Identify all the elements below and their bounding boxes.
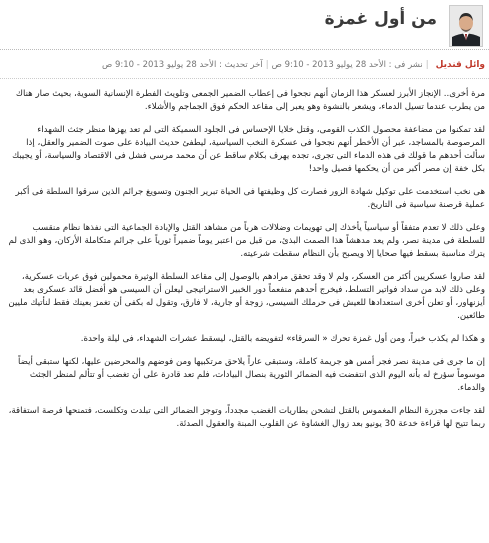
updated-date: آخر تحديث : الأحد 28 يوليو 2013 - 9:10 ص <box>102 60 263 70</box>
author-photo-icon <box>450 6 482 46</box>
article-paragraph: وعلى ذلك لا تعدم متفقاً أو سياسياً يأخذك إلى تهويمات وضلالات هرباً من مشاهد القتل والإبادة الجماعية التى نفذها نظام منقسب للسلطة فى مدينة نصر، ولم يعد مدهشاً هذا الصمت البذئ، من قبل من اعتبر يوماً ضميراً ثورياً على جرائم متكاملة الأركان، وهو الذى لم يترك مناسبة بسقط فيها صحايا إلا ويصبح بأن النظام سقطت شرعيته. <box>8 223 485 259</box>
meta-separator: | <box>265 60 269 70</box>
meta-divider <box>0 78 489 79</box>
article-title: من أول غمزة <box>324 9 437 29</box>
author-link[interactable]: وائل قنديل <box>435 60 485 70</box>
article-header <box>0 0 489 50</box>
author-avatar <box>449 5 483 47</box>
header-divider <box>0 49 489 50</box>
article-paragraph: إن ما جرى فى مدينة نصر فجر أمس هو جريمة كاملة، وستبقى عاراً يلاحق مرتكبيها ومن فوضهم والمحرضين عليها، لكنها ستبقى أيضاً موسوماً سؤرخ له بأنه اليوم الذى انتفضت فيه الضمائر الثورية بنصال البيادات، فلم تعد قادرة على أن تغضب أو تتألم لمنظر الجثث والدماء. <box>18 357 485 393</box>
published-date: نشر فى : الأحد 28 يوليو 2013 - 9:10 ص <box>271 60 423 70</box>
article-paragraph: و هكذا لم يكذب خبراً، ومن أول غمزة تحرك « السرقاء» لتفويضه بالقتل، ليسقط عشرات الشهداء، فى ليلة واحدة. <box>80 334 485 344</box>
article-paragraph: مرة أخرى.. الإنجاز الأبرز لعسكر هذا الزمان أنهم نجحوا فى إعطاب الضمير الجمعى وتلويث الفطرة الإنسانية السوية، بحيث صار هناك من يطرب عندما تسيل الدماء، ويشعر بالنشوة وهو يعبر إلى مقاعد الحكم فوق الجماجم والأشلاء. <box>15 89 485 112</box>
article-meta <box>0 60 489 76</box>
meta-separator: | <box>425 60 429 70</box>
article-body <box>6 88 485 441</box>
article-paragraph: لقد صاروا عسكريين أكثر من العسكر، ولم لا وقد تحقق مرادهم بالوصول إلى مقاعد السلطة الوثيرة محمولين فوق عربات عسكرية، وعلى ذلك لابد من سداد فواتير التسلط، فيخرج أحدهم منفعماً دور الخبير الاستراتيجى ليعلن أن السيسى هو أفضل قائد عسكرى بعد أيزنهاور، أو تعلن أخرى استعدادها للعيش فى حرملك السيسى، زوجة أو جارية، لا فارق، وتقول له بكفى أن تغمز بعينك فقط لنأتيك مليين طائعين. <box>8 272 485 321</box>
article-paragraph: لقد جاءت مجزرة النظام المغموس بالقتل لتشحن بطاريات الغضب مجدداً، وتوجز الضمائر التى تبلدت وتكلست، فتمنحها فرصة استفاقة، ربما تتيح لها قراءة خدعة 30 يونيو بعد زوال الغشاوة عن القلوب المبنة والعقول الصدئة. <box>8 406 485 429</box>
article-paragraph: لقد تمكنوا من مضاعفة محصول الكذب القومى، وقتل خلايا الإحساس فى الجلود السميكة التى لم تعد يهزها منظر جثث الشهداء المرصوصة بالمساجد، عبر أن الأخطر أنهم نجحوا فى عسكرة النخب السياسية، ليطفئ حديث البيادة على صوت الضمير والعقل، إذا سألت أحدهم ما قولك فى هذه الدماء التى تجرى، تجده يهرف بكلام ساقط عن أن محمد مرسى فشل فى الاقتصاد والسياسة، أو يجيبك بكل خفة إن مصر أكبر من أن يحكمها فصيل واحد! <box>12 125 485 174</box>
article-paragraph: هى نخب استخدمت على توكيل شهادة الزور فصارت كل وظيفتها فى الحياة تبرير الجنون وتسويغ جرائم الذين سرقوا السلطة فى أكبر عملية قرصنة سياسية فى التاريخ. <box>15 187 485 210</box>
